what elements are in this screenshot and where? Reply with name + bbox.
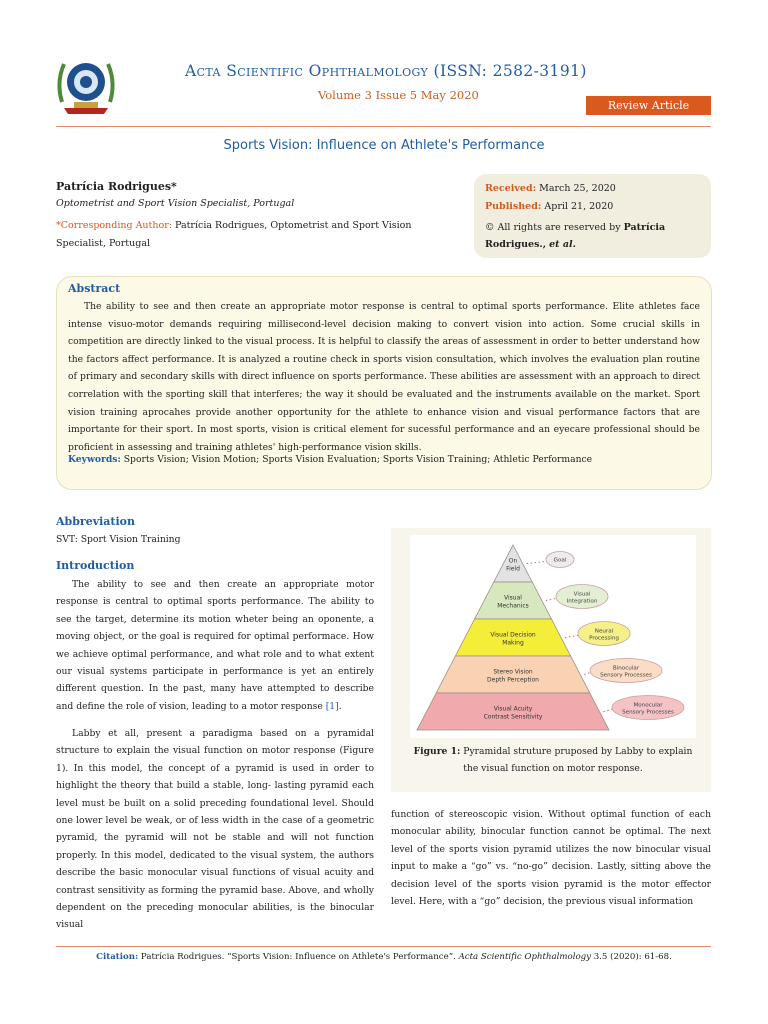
connector-dots bbox=[584, 673, 590, 675]
footer-divider bbox=[56, 946, 711, 947]
pyramid-level-label: Visual Acuity bbox=[493, 705, 533, 713]
cloud-label: Neural bbox=[594, 628, 614, 635]
rights-etal: et al. bbox=[549, 239, 576, 250]
abbreviation-heading: Abbreviation bbox=[56, 515, 136, 528]
pyramid-level-label: Mechanics bbox=[497, 602, 529, 610]
cloud-label: Visual bbox=[573, 591, 591, 598]
rights-prefix: © All rights are reserved by bbox=[485, 222, 621, 233]
pyramid-level-label: Making bbox=[502, 639, 524, 647]
cloud-label: Sensory Processes bbox=[622, 709, 674, 716]
pyramid-level-label: Depth Perception bbox=[487, 676, 539, 684]
received-label: Received: bbox=[485, 183, 537, 194]
published-label: Published: bbox=[485, 201, 542, 212]
citation-journal: Acta Scientific Ophthalmology bbox=[458, 952, 591, 962]
cloud-label: Binocular bbox=[612, 665, 640, 672]
pyramid-level-label: Visual bbox=[504, 594, 522, 602]
cloud-label: Processing bbox=[589, 635, 619, 642]
cloud-label: Sensory Processes bbox=[600, 672, 652, 679]
citation-text: Patrícia Rodrigues. “Sports Vision: Influence on Athlete's Performance”. bbox=[140, 952, 456, 962]
connector-dots bbox=[546, 599, 556, 601]
corresponding-text: Patrícia Rodrigues, Optometrist and Sport Vision Specialist, Portugal bbox=[56, 220, 412, 249]
pyramid-level-label: Stereo Vision bbox=[493, 668, 533, 676]
rights-line bbox=[485, 219, 700, 253]
keywords-label: Keywords: bbox=[68, 454, 121, 465]
corresponding-author bbox=[56, 217, 426, 253]
rights-name: Patrícia Rodrigues., bbox=[485, 222, 666, 250]
keywords-text: Sports Vision; Vision Motion; Sports Vision Evaluation; Sports Vision Training; Athletic Performance bbox=[123, 454, 593, 465]
reference-link[interactable]: [1] bbox=[325, 700, 339, 712]
header-divider bbox=[56, 126, 711, 127]
author-affiliation: Optometrist and Sport Vision Specialist, Portugal bbox=[56, 198, 295, 209]
journal-title: Acta Scientific Ophthalmology (ISSN: 2582-3191) bbox=[185, 62, 587, 80]
article-title: Sports Vision: Influence on Athlete's Performance bbox=[223, 138, 545, 153]
figure-caption-text: Pyramidal struture pruposed by Labby to explain the visual function on motor response. bbox=[463, 746, 693, 774]
keywords bbox=[68, 454, 700, 465]
pyramid-level-label: Field bbox=[506, 565, 520, 573]
connector-dots bbox=[603, 710, 612, 712]
intro-paragraph-2: Labby et all, present a paradigma based on a pyramidal structure to explain the visual function on motor response (Figure 1). In this model, the concept of a pyramid is used in order to highlight the theory that build a stable, long- lasting pyramid each level must be built on a solid preceding foundational level. Should one lower level be weak, or of less width in the case of a geometric pyramid, the pyramid will not be stable and will not function properly. In this model, dedicated to the visual system, the authors describe the basic monocular visual functions of visual acuity and contrast sensitivity as forming the pyramid base. Above, and wholly dependent on the preceding monocular abilities, is the binocular visual bbox=[56, 728, 374, 931]
connector-dots bbox=[527, 562, 546, 564]
pyramid-level-label: Visual Decision bbox=[490, 631, 536, 639]
received-date: March 25, 2020 bbox=[539, 183, 616, 194]
figure-caption-label: Figure 1: bbox=[413, 746, 461, 757]
author-name: Patrícia Rodrigues* bbox=[56, 180, 177, 193]
volume-issue: Volume 3 Issue 5 May 2020 bbox=[318, 88, 479, 102]
intro-p1-end: . bbox=[338, 700, 342, 712]
abstract-text: The ability to see and then create an appropriate motor response is central to optimal sports performance. Elite athletes face intense visuo-motor demands requiring millisecond-level decision making to convert vision into action. Some crucial skills in competition are directly linked to the visual process. It is helpful to classify the areas of assessment in order to better understand how the factors affect performance. It is analyzed a routine check in sports vision consultation, which involves the evaluation plan routine of primary and secondary skills with direct influence on sports performance. These abilities are assessment with an approach to direct correlation with the sporting skill that interferes; the way it should be evaluated and the instruments available on the market. Sport vision training aprocahes provide another opportunity for the athlete to enhance vision and visual performance factors that are importante for their sport. In most sports, vision is critical element for sucessful performance and an eyecare professional should be proficient in assessing and training athletes' high-performance vision skills. bbox=[68, 301, 700, 453]
figure-caption bbox=[410, 743, 696, 777]
article-type-badge: Review Article bbox=[586, 96, 711, 115]
dates-box bbox=[474, 174, 711, 258]
published-date: April 21, 2020 bbox=[544, 201, 614, 212]
cloud-label: Goal bbox=[553, 557, 567, 564]
received-line bbox=[485, 183, 616, 194]
connector-dots bbox=[565, 636, 578, 638]
abbreviation-text: SVT: Sport Vision Training bbox=[56, 534, 181, 545]
cloud-label: Integration bbox=[566, 598, 598, 605]
abstract-heading: Abstract bbox=[68, 282, 121, 295]
citation-end: 3.5 (2020): 61-68. bbox=[593, 952, 672, 962]
right-column-text: function of stereoscopic vision. Without optimal function of each monocular ability, binocular function cannot be optimal. The next level of the sports vision pyramid utilizes the now binocular visual input to make a “go” vs. “no-go” decision. Lastly, sitting above the decision level of the sports vision pyramid is the motor effector level. Here, with a “go” decision, the previous visual information bbox=[391, 809, 711, 908]
published-line bbox=[485, 201, 613, 212]
citation-label: Citation: bbox=[96, 952, 139, 962]
intro-p1-text: The ability to see and then create an appropriate motor response is central to optimal sports performance. The ability to see the target, determine its motion wheter being an oponente, a moving object, or the goal is required for optimal performace. How we achieve optimal performance, and what role and to what extent our visual systems participate in performance is yet an entirely different question. In the past, many have attempted to describe and define the role of vision, leading to a motor response bbox=[56, 579, 374, 712]
pyramid-level-label: Contrast Sensitivity bbox=[483, 713, 543, 721]
citation bbox=[0, 952, 768, 962]
corresponding-label: *Corresponding Author: bbox=[56, 220, 172, 231]
pyramid-level-label: On bbox=[508, 557, 518, 565]
journal-logo bbox=[54, 52, 118, 118]
cloud-label: Monocular bbox=[633, 702, 663, 709]
pyramid-figure bbox=[410, 535, 696, 738]
introduction-heading: Introduction bbox=[56, 559, 135, 572]
intro-paragraph-1 bbox=[56, 576, 374, 715]
